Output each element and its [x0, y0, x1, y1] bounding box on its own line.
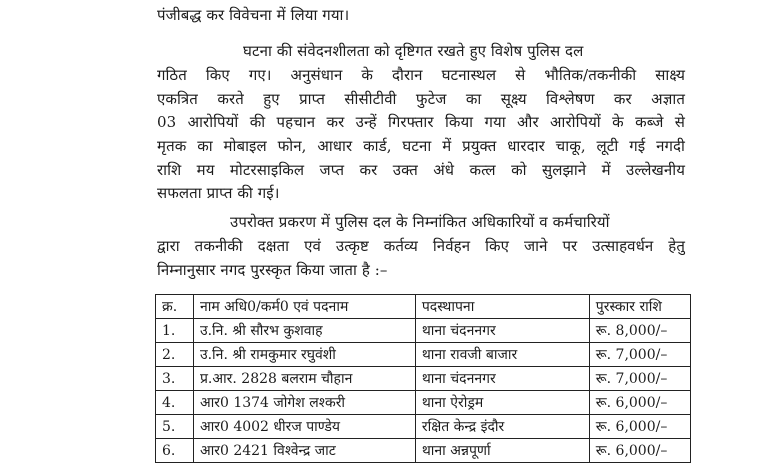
paragraph-1-line-4: 03 आरोपियों की पहचान कर उन्हें गिरफ्तार किया गया और आरोपियों के कब्जे से [157, 113, 685, 131]
cell-posting: थाना चंदननगर [415, 319, 589, 343]
cell-serial: 6. [156, 439, 194, 463]
cell-posting: थाना ऐरोड्रम [415, 391, 589, 415]
paragraph-2-line-2: द्वारा तकनीकी दक्षता एवं उत्कृष्ट कर्तव्य निर्वहन किए जाने पर उत्साहवर्धन हेतु [157, 237, 685, 255]
cell-name: उ.नि. श्री रामकुमार रघुवंशी [193, 343, 415, 367]
cell-name: प्र.आर. 2828 बलराम चौहान [193, 367, 415, 391]
cell-serial: 3. [156, 367, 194, 391]
cell-reward: रू. 6,000/– [589, 439, 690, 463]
header-posting: पदस्थापना [415, 295, 589, 319]
header-name: नाम अधि0/कर्म0 एवं पदनाम [193, 295, 415, 319]
table-row [156, 415, 691, 439]
table-header-row [156, 295, 691, 319]
cell-name: आर0 2421 विश्वेन्द्र जाट [193, 439, 415, 463]
cell-name: आर0 4002 धीरज पाण्डेय [193, 415, 415, 439]
cell-serial: 2. [156, 343, 194, 367]
cell-reward: रू. 6,000/– [589, 415, 690, 439]
cell-serial: 4. [156, 391, 194, 415]
table-row [156, 367, 691, 391]
table-row [156, 343, 691, 367]
header-reward: पुरस्कार राशि [589, 295, 690, 319]
cell-serial: 5. [156, 415, 194, 439]
paragraph-2-line-3: निम्नानुसार नगद पुरस्कृत किया जाता है :– [157, 261, 388, 279]
cell-name: आर0 1374 जोगेश लश्करी [193, 391, 415, 415]
cell-reward: रू. 8,000/– [589, 319, 690, 343]
table-row [156, 439, 691, 463]
cell-reward: रू. 7,000/– [589, 367, 690, 391]
top-fragment-line: पंजीबद्ध कर विवेचना में लिया गया। [157, 6, 350, 24]
cell-posting: थाना अन्नपूर्णा [415, 439, 589, 463]
table-row [156, 319, 691, 343]
cell-posting: थाना चंदननगर [415, 367, 589, 391]
paragraph-1-line-2: गठित किए गए। अनुसंधान के दौरान घटनास्थल से भौतिक/तकनीकी साक्ष्य [157, 66, 685, 84]
paragraph-1-line-5: मृतक का मोबाइल फोन, आधार कार्ड, घटना में प्रयुक्त धारदार चाकू, लूटी गई नगदी [157, 137, 685, 155]
paragraph-1-line-3: एकत्रित करते हुए प्राप्त सीसीटीवी फुटेज का सूक्ष्य विश्लेषण कर अज्ञात [157, 90, 685, 108]
cell-reward: रू. 6,000/– [589, 391, 690, 415]
cell-posting: थाना रावजी बाजार [415, 343, 589, 367]
reward-table [155, 294, 691, 463]
table-row [156, 391, 691, 415]
cell-name: उ.नि. श्री सौरभ कुशवाह [193, 319, 415, 343]
header-serial: क्र. [156, 295, 194, 319]
cell-reward: रू. 7,000/– [589, 343, 690, 367]
paragraph-1-line-7: सफलता प्राप्त की गई। [157, 184, 280, 202]
paragraph-1-line-6: राशि मय मोटरसाइकिल जप्त कर उक्त अंधे कत्ल को सुलझाने में उल्लेखनीय [157, 161, 685, 179]
cell-serial: 1. [156, 319, 194, 343]
paragraph-2-line-1: उपरोक्त प्रकरण में पुलिस दल के निम्नांकित अधिकारियों व कर्मचारियों [230, 213, 610, 231]
paragraph-1-line-1: घटना की संवेदनशीलता को दृष्टिगत रखते हुए विशेष पुलिस दल [243, 42, 584, 60]
cell-posting: रक्षित केन्द्र इंदौर [415, 415, 589, 439]
